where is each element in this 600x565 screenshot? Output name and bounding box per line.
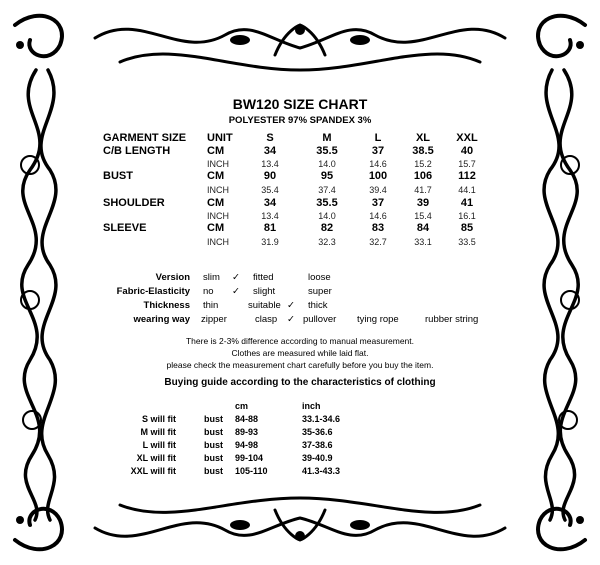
guide-cm: 99-104 (235, 453, 264, 463)
guide-header-cm: cm (235, 401, 249, 411)
guide-header-inch: inch (302, 401, 321, 411)
attr-option: thin (203, 300, 219, 311)
value-cm: 112 (458, 170, 476, 182)
header-size-s: S (266, 132, 274, 144)
value-inch: 41.7 (414, 185, 432, 195)
attr-label-version: Version (155, 272, 190, 283)
value-cm: 40 (460, 145, 474, 157)
guide-inch: 41.3-43.3 (302, 466, 341, 476)
value-inch: 39.4 (369, 185, 387, 195)
value-cm: 34 (263, 197, 277, 209)
guide-part: bust (204, 440, 223, 450)
row-label: SLEEVE (103, 222, 147, 234)
value-cm: 83 (371, 222, 385, 234)
attr-option: zipper (201, 314, 227, 325)
value-inch: 14.0 (318, 159, 336, 169)
header-garment-size: GARMENT SIZE (103, 132, 187, 144)
unit-inch: INCH (207, 159, 229, 169)
value-cm: 39 (416, 197, 430, 209)
value-inch: 15.2 (414, 159, 432, 169)
header-size-m: M (322, 132, 332, 144)
attr-option: slim (203, 272, 220, 283)
value-inch: 32.3 (318, 237, 336, 247)
value-inch: 15.7 (458, 159, 476, 169)
guide-part: bust (204, 427, 223, 437)
check-mark: ✓ (232, 286, 240, 297)
header-unit: UNIT (207, 132, 233, 144)
value-cm: 81 (263, 222, 277, 234)
attr-option: suitable (248, 300, 281, 311)
unit-cm: CM (207, 145, 225, 157)
value-inch: 16.1 (458, 211, 476, 221)
value-inch: 13.4 (261, 211, 279, 221)
attr-option: slight (253, 286, 276, 297)
guide-inch: 39-40.9 (302, 453, 333, 463)
attr-option: fitted (253, 272, 274, 283)
unit-inch: INCH (207, 237, 229, 247)
chart-title: BW120 SIZE CHART (232, 96, 368, 112)
header-size-l: L (374, 132, 382, 144)
value-inch: 14.0 (318, 211, 336, 221)
chart-subtitle: POLYESTER 97% SPANDEX 3% (228, 115, 372, 126)
value-inch: 31.9 (261, 237, 279, 247)
value-cm: 35.5 (316, 145, 338, 157)
guide-part: bust (204, 453, 223, 463)
unit-cm: CM (207, 197, 225, 209)
check-mark: ✓ (232, 272, 240, 283)
check-mark: ✓ (287, 314, 295, 325)
value-cm: 35.5 (316, 197, 338, 209)
attr-option: tying rope (357, 314, 399, 325)
row-label: BUST (103, 170, 133, 182)
unit-cm: CM (207, 222, 225, 234)
guide-cm: 94-98 (235, 440, 259, 450)
guide-fit: XXL will fit (130, 466, 176, 476)
attr-option: rubber string (425, 314, 479, 325)
guide-inch: 35-36.6 (302, 427, 333, 437)
value-inch: 32.7 (369, 237, 387, 247)
note-laid-flat: Clothes are measured while laid flat. (231, 348, 369, 358)
attr-option: clasp (255, 314, 278, 325)
guide-part: bust (204, 414, 223, 424)
guide-cm: 89-93 (235, 427, 259, 437)
note-difference: There is 2-3% difference according to manual measurement. (185, 336, 415, 346)
guide-cm: 105-110 (235, 466, 268, 476)
guide-fit: L will fit (142, 440, 176, 450)
row-label: C/B LENGTH (103, 145, 171, 157)
value-inch: 14.6 (369, 211, 387, 221)
guide-inch: 33.1-34.6 (302, 414, 341, 424)
row-label: SHOULDER (103, 197, 165, 209)
attr-option: no (203, 286, 214, 297)
guide-part: bust (204, 466, 223, 476)
value-cm: 34 (263, 145, 277, 157)
attr-option: loose (308, 272, 331, 283)
unit-inch: INCH (207, 211, 229, 221)
value-cm: 90 (263, 170, 277, 182)
attr-option: pullover (303, 314, 337, 325)
guide-fit: S will fit (141, 414, 176, 424)
guide-cm: 84-88 (235, 414, 259, 424)
value-inch: 33.1 (414, 237, 432, 247)
value-cm: 38.5 (412, 145, 434, 157)
attr-label-wearing-way: wearing way (133, 314, 190, 325)
guide-fit: XL will fit (136, 453, 176, 463)
value-cm: 41 (460, 197, 474, 209)
attr-label-elasticity: Fabric-Elasticity (116, 286, 190, 297)
guide-inch: 37-38.6 (302, 440, 333, 450)
value-inch: 33.5 (458, 237, 476, 247)
attr-option: thick (308, 300, 328, 311)
value-cm: 37 (371, 197, 385, 209)
value-inch: 44.1 (458, 185, 476, 195)
guide-title: Buying guide according to the characteristics of clothing (164, 377, 436, 388)
header-size-xxl: XXL (456, 132, 478, 144)
value-cm: 37 (371, 145, 385, 157)
attr-label-thickness: Thickness (143, 300, 190, 311)
note-check-chart: please check the measurement chart carefully before you buy the item. (166, 360, 434, 370)
unit-inch: INCH (207, 185, 229, 195)
value-cm: 82 (320, 222, 334, 234)
value-inch: 13.4 (261, 159, 279, 169)
attr-option: super (308, 286, 332, 297)
value-cm: 100 (368, 170, 388, 182)
value-inch: 14.6 (369, 159, 387, 169)
value-cm: 95 (320, 170, 334, 182)
value-inch: 15.4 (414, 211, 432, 221)
guide-fit: M will fit (140, 427, 176, 437)
unit-cm: CM (207, 170, 225, 182)
check-mark: ✓ (287, 300, 295, 311)
value-cm: 84 (416, 222, 430, 234)
value-cm: 85 (460, 222, 474, 234)
value-inch: 37.4 (318, 185, 336, 195)
header-size-xl: XL (415, 132, 431, 144)
value-cm: 106 (413, 170, 433, 182)
value-inch: 35.4 (261, 185, 279, 195)
